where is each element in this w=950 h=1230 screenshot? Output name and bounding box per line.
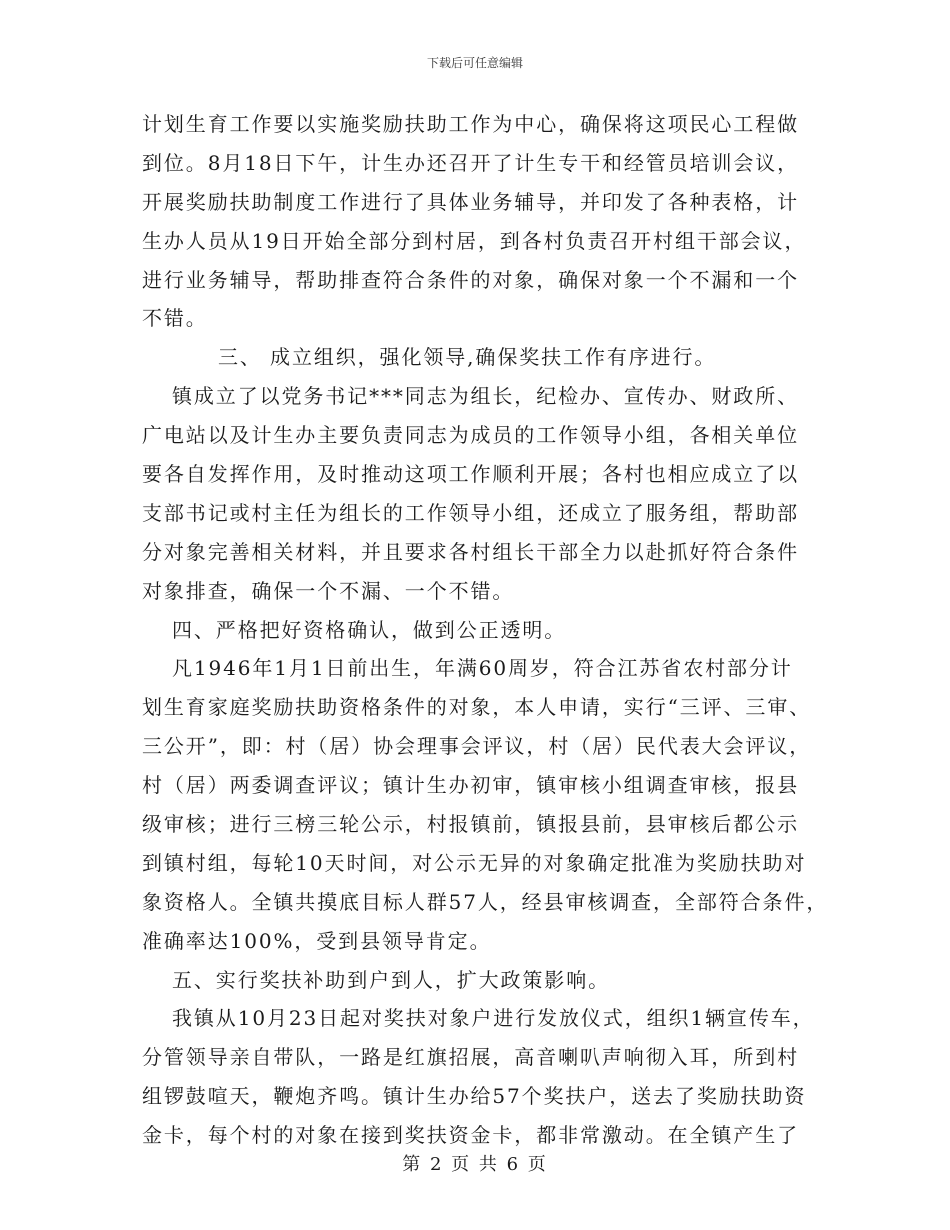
text-line: 要各自发挥作用，及时推动这项工作顺利开展；各村也相应成立了以 (142, 462, 799, 487)
text-line: 进行业务辅导，帮助排查符合条件的对象，确保对象一个不漏和一个 (142, 267, 799, 292)
text-line: 村（居）两委调查评议；镇计生办初审，镇审核小组调查审核，报县 (142, 773, 799, 798)
text-line: 到位。8月18日下午，计生办还召开了计生专干和经管员培训会议， (142, 150, 800, 175)
text-line: 对象排查，确保一个不漏、一个不错。 (142, 578, 515, 603)
page-number: 第 2 页 共 6 页 (402, 1154, 548, 1175)
text-line: 准确率达100%，受到县领导肯定。 (142, 928, 492, 953)
text-line: 支部书记或村主任为组长的工作领导小组，还成立了服务组，帮助部 (142, 500, 799, 525)
text-line: 凡1946年1月1日前出生，年满60周岁，符合江苏省农村部分计 (172, 656, 793, 681)
document-body (142, 105, 829, 1155)
section-heading-5: 五、实行奖扶补助到户到人，扩大政策影响。 (172, 967, 610, 992)
text-line: 开展奖励扶助制度工作进行了具体业务辅导，并印发了各种表格，计 (142, 189, 799, 214)
text-line: 分对象完善相关材料，并且要求各村组长干部全力以赴抓好符合条件 (142, 539, 799, 564)
text-line: 生办人员从19日开始全部分到村居，到各村负责召开村组干部会议， (142, 228, 807, 253)
text-line: 到镇村组，每轮10天时间，对公示无异的对象确定批准为奖励扶助对 (142, 850, 807, 875)
text-line: 三公开”，即：村（居）协会理事会评议，村（居）民代表大会评议， (142, 734, 812, 759)
text-line: 级审核；进行三榜三轮公示，村报镇前，镇报县前，县审核后都公示 (142, 812, 799, 837)
text-line: 金卡，每个村的对象在接到奖扶资金卡，都非常激动。在全镇产生了 (142, 1123, 799, 1148)
text-line: 我镇从10月23日起对奖扶对象户进行发放仪式，组织1辆宣传车， (172, 1006, 815, 1031)
text-line: 广电站以及计生办主要负责同志为成员的工作领导小组，各相关单位 (142, 423, 799, 448)
section-heading-4: 四、严格把好资格确认，做到公正透明。 (172, 617, 567, 642)
section-heading-3: 三、 成立组织，强化领导,确保奖扶工作有序进行。 (218, 345, 717, 370)
text-line: 计划生育工作要以实施奖励扶助工作为中心，确保将这项民心工程做 (142, 112, 799, 136)
text-line: 划生育家庭奖励扶助资格条件的对象，本人申请，实行“三评、三审、 (142, 695, 812, 720)
text-line: 象资格人。全镇共摸底目标人群57人，经县审核调查，全部符合条件， (142, 889, 829, 914)
header-note: 下载后可任意编辑 (426, 56, 523, 70)
text-line: 组锣鼓喧天，鞭炮齐鸣。镇计生办给57个奖扶户，送去了奖励扶助资 (142, 1084, 807, 1109)
text-line: 不错。 (142, 306, 208, 331)
text-line: 镇成立了以党务书记***同志为组长，纪检办、宣传办、财政所、 (172, 384, 799, 409)
text-line: 分管领导亲自带队，一路是红旗招展，高音喇叭声响彻入耳，所到村 (142, 1045, 799, 1070)
